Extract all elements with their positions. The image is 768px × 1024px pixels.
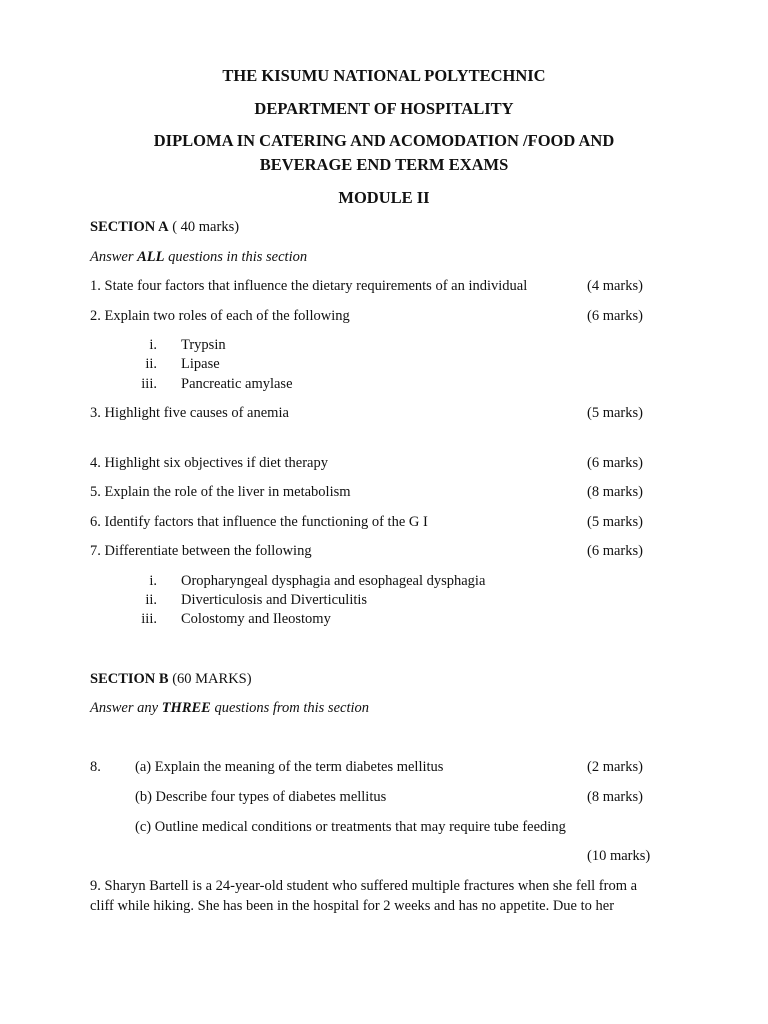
q7-item-1: Oropharyngeal dysphagia and esophageal dysphagia [181,573,486,589]
question-8c: (c) Outline medical conditions or treatments that may require tube feeding [135,819,566,835]
section-b-instruction-bold: THREE [161,700,211,716]
question-4-marks: (6 marks) [587,455,643,471]
question-2-marks: (6 marks) [587,308,643,324]
section-a-title: SECTION A [90,219,169,235]
section-a-instruction-pre: Answer [90,249,138,265]
q2-item-1: Trypsin [181,337,226,353]
q7-item-1-num: i. [149,573,157,589]
course-title-line2: BEVERAGE END TERM EXAMS [259,155,509,174]
section-a-marks: ( 40 marks) [168,219,240,235]
section-a-instruction-post: questions in this section [164,249,308,265]
question-5: 5. Explain the role of the liver in metabolism [90,484,351,500]
q7-item-3: Colostomy and Ileostomy [181,611,331,627]
q2-item-2: Lipase [181,356,220,372]
section-b-title: SECTION B [90,671,169,687]
section-b-instruction-post: questions from this section [210,700,369,716]
q7-item-3-num: iii. [141,611,157,627]
question-7: 7. Differentiate between the following [90,543,312,559]
q2-item-3: Pancreatic amylase [181,376,293,392]
question-5-marks: (8 marks) [587,484,643,500]
question-8b: (b) Describe four types of diabetes mellitus [135,789,387,805]
question-7-marks: (6 marks) [587,543,643,559]
q2-item-2-num: ii. [145,356,157,372]
question-3-marks: (5 marks) [587,405,643,421]
question-8c-marks: (10 marks) [587,848,651,864]
q7-item-2-num: ii. [145,592,157,608]
question-1-marks: (4 marks) [587,278,643,294]
question-1: 1. State four factors that influence the dietary requirements of an individual [90,278,528,294]
question-8a-marks: (2 marks) [587,759,643,775]
question-6-marks: (5 marks) [587,514,643,530]
section-a-instruction [90,249,307,266]
q2-item-1-num: i. [149,337,157,353]
question-8-number: 8. [90,759,101,775]
q7-item-2: Diverticulosis and Diverticulitis [181,592,368,608]
question-3: 3. Highlight five causes of anemia [90,405,289,421]
section-a-instruction-bold: ALL [137,249,165,265]
course-title-line1: DIPLOMA IN CATERING AND ACOMODATION /FOOD AND [153,131,615,150]
question-2: 2. Explain two roles of each of the following [90,308,350,324]
section-a-heading [90,219,239,236]
question-6: 6. Identify factors that influence the functioning of the G I [90,514,428,530]
section-b-marks: (60 MARKS) [168,671,252,687]
department-title: DEPARTMENT OF HOSPITALITY [254,99,514,118]
question-8a: (a) Explain the meaning of the term diabetes mellitus [135,759,444,775]
q2-item-3-num: iii. [141,376,157,392]
question-9-line2: cliff while hiking. She has been in the hospital for 2 weeks and has no appetite. Due to her [90,898,615,914]
question-4: 4. Highlight six objectives if diet therapy [90,455,328,471]
module-title: MODULE II [338,188,430,207]
question-9-line1: 9. Sharyn Bartell is a 24-year-old student who suffered multiple fractures when she fell from a [90,878,638,894]
section-b-heading [90,671,252,688]
section-b-instruction-pre: Answer any [90,700,162,716]
section-b-instruction [90,700,369,717]
institution-title: THE KISUMU NATIONAL POLYTECHNIC [222,66,546,85]
question-8b-marks: (8 marks) [587,789,643,805]
